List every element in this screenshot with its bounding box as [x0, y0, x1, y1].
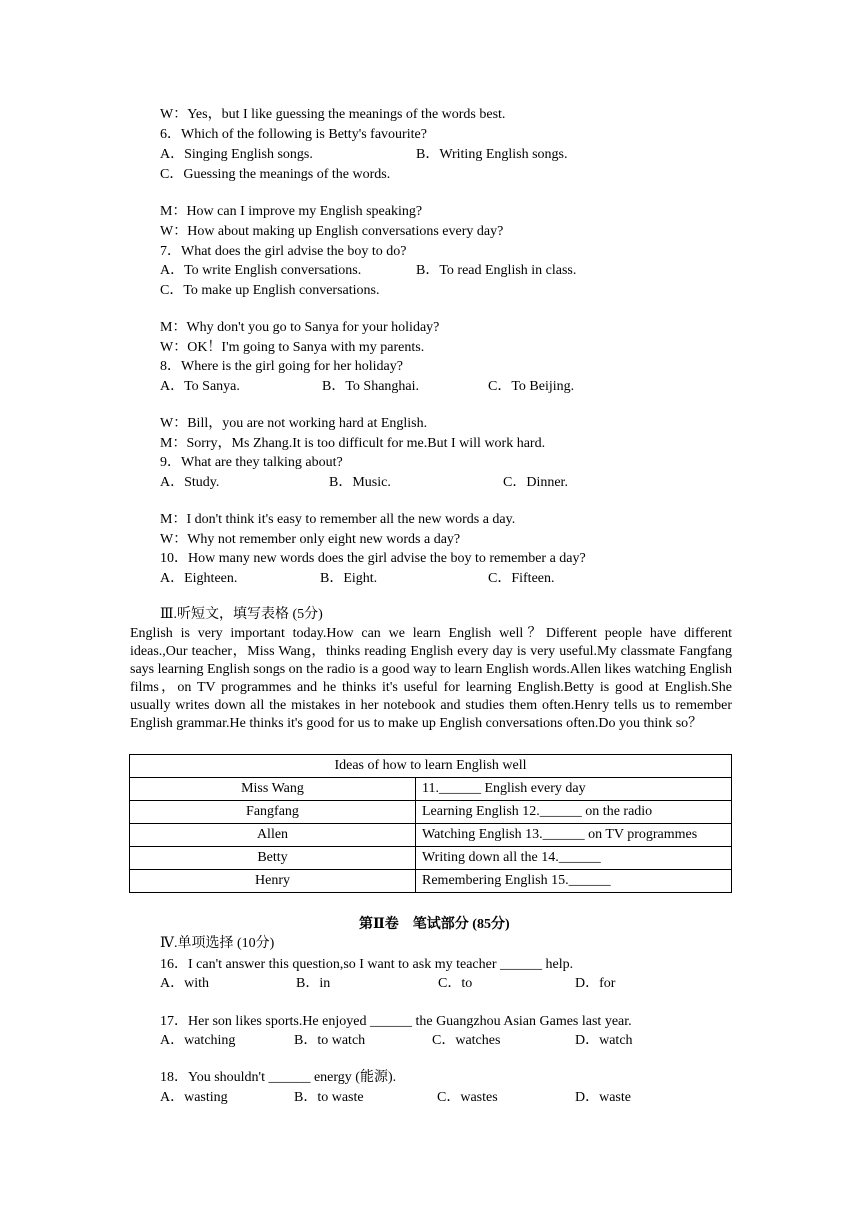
- dialogue-line: M：Sorry，Ms Zhang.It is too difficult for me.But I will work hard.: [160, 436, 546, 451]
- q7-option-a: A．To write English conversations.: [160, 263, 362, 278]
- q7-option-c: C．To make up English conversations.: [160, 283, 380, 298]
- dialogue-line: M：Why don't you go to Sanya for your holiday?: [160, 320, 440, 335]
- dialogue-line: W：How about making up English conversations every day?: [160, 224, 504, 239]
- table-cell-idea: Writing down all the 14.______: [416, 847, 732, 870]
- q8-option-c: C．To Beijing.: [488, 379, 575, 394]
- section-4-heading: Ⅳ.单项选择 (10分): [160, 936, 275, 951]
- table-row: [130, 801, 732, 824]
- q6-option-b: B．Writing English songs.: [416, 147, 568, 162]
- dialogue-line: W：Yes，but I like guessing the meanings of the words best.: [160, 107, 506, 122]
- q10-option-c: C．Fifteen.: [488, 571, 555, 586]
- question-17: 17．Her son likes sports.He enjoyed ______ the Guangzhou Asian Games last year.: [160, 1014, 632, 1029]
- table-cell-name: Henry: [130, 870, 416, 893]
- table-row: [130, 870, 732, 893]
- q16-option-d: D．for: [575, 976, 616, 991]
- table-cell-idea: Learning English 12.______ on the radio: [416, 801, 732, 824]
- section-3-heading: Ⅲ.听短文，填写表格 (5分): [160, 607, 323, 622]
- q9-option-c: C．Dinner.: [503, 475, 568, 490]
- table-cell-name: Betty: [130, 847, 416, 870]
- q18-option-d: D．waste: [575, 1090, 631, 1105]
- q9-option-b: B．Music.: [329, 475, 391, 490]
- question-16: 16．I can't answer this question,so I want to ask my teacher ______ help.: [160, 957, 574, 972]
- dialogue-line: W：OK！I'm going to Sanya with my parents.: [160, 340, 425, 355]
- question-9: 9．What are they talking about?: [160, 455, 343, 470]
- question-7: 7．What does the girl advise the boy to do?: [160, 244, 407, 259]
- dialogue-line: W：Bill，you are not working hard at English.: [160, 416, 428, 431]
- table-header-row: [130, 755, 732, 778]
- table-cell-idea: 11.______ English every day: [416, 778, 732, 801]
- table-cell-name: Miss Wang: [130, 778, 416, 801]
- q6-option-c: C．Guessing the meanings of the words.: [160, 167, 391, 182]
- ideas-table: [129, 754, 732, 893]
- dialogue-line: M：How can I improve my English speaking?: [160, 204, 423, 219]
- table-cell-name: Fangfang: [130, 801, 416, 824]
- q18-option-c: C．wastes: [437, 1090, 498, 1105]
- q6-option-a: A．Singing English songs.: [160, 147, 313, 162]
- table-cell-idea: Watching English 13.______ on TV programmes: [416, 824, 732, 847]
- q17-option-d: D．watch: [575, 1033, 633, 1048]
- q10-option-a: A．Eighteen.: [160, 571, 238, 586]
- q16-option-a: A．with: [160, 976, 209, 991]
- dialogue-line: W：Why not remember only eight new words a day?: [160, 532, 461, 547]
- q10-option-b: B．Eight.: [320, 571, 378, 586]
- table-cell-name: Allen: [130, 824, 416, 847]
- question-6: 6．Which of the following is Betty's favourite?: [160, 127, 427, 142]
- q18-option-a: A．wasting: [160, 1090, 228, 1105]
- q9-option-a: A．Study.: [160, 475, 220, 490]
- q17-option-c: C．watches: [432, 1033, 501, 1048]
- table-row: [130, 847, 732, 870]
- q17-option-a: A．watching: [160, 1033, 236, 1048]
- q7-option-b: B．To read English in class.: [416, 263, 577, 278]
- q16-option-c: C．to: [438, 976, 473, 991]
- q16-option-b: B．in: [296, 976, 331, 991]
- q17-option-b: B．to watch: [294, 1033, 366, 1048]
- question-18: 18．You shouldn't ______ energy (能源).: [160, 1070, 397, 1085]
- q8-option-a: A．To Sanya.: [160, 379, 240, 394]
- listening-passage: English is very important today.How can we learn English well？Different people have different ideas.,Our teacher，Miss Wang，thinks reading English every day is very useful.My classmate Fangfang says learning English songs on the radio is a good way to learn English words.Allen likes watching English films，on TV programmes and he thinks it's useful for learning English.Betty is good at English.She usually writes down all the mistakes in her notebook and studies them often.Henry tells us to remember English grammar.He thinks it's good for us to make up English conversations often.Do you think so？: [130, 626, 732, 731]
- part-2-title: 第Ⅱ卷 笔试部分 (85分): [359, 917, 510, 932]
- question-8: 8．Where is the girl going for her holiday?: [160, 359, 403, 374]
- dialogue-line: M：I don't think it's easy to remember all the new words a day.: [160, 512, 516, 527]
- table-cell-idea: Remembering English 15.______: [416, 870, 732, 893]
- table-row: [130, 824, 732, 847]
- q8-option-b: B．To Shanghai.: [322, 379, 420, 394]
- q18-option-b: B．to waste: [294, 1090, 364, 1105]
- table-row: [130, 778, 732, 801]
- table-header: Ideas of how to learn English well: [130, 755, 732, 778]
- question-10: 10．How many new words does the girl advise the boy to remember a day?: [160, 551, 586, 566]
